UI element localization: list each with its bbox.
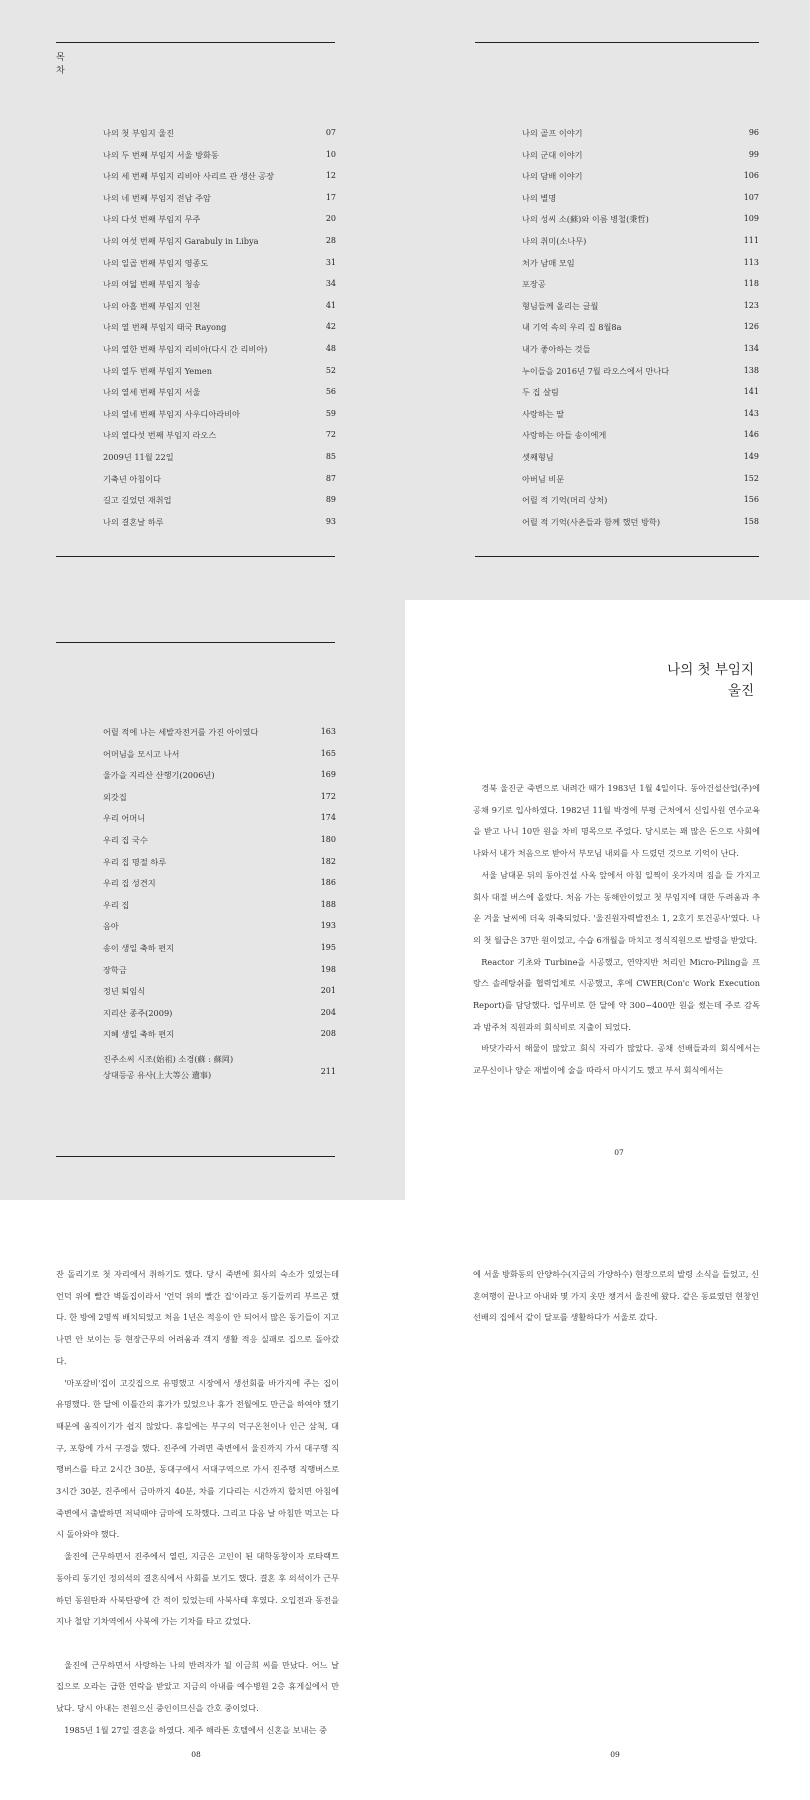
toc-entry-title: 사랑하는 딸 xyxy=(522,408,565,419)
toc-entry-page: 113 xyxy=(743,257,759,267)
toc-entry-title: 나의 두 번째 부임지 서울 방화동 xyxy=(103,149,219,160)
toc-entry-title: 나의 군대 이야기 xyxy=(522,149,583,160)
toc-entry-title: 나의 네 번째 부임지 전남 주암 xyxy=(103,192,211,203)
toc-entry xyxy=(103,943,336,965)
top-rule xyxy=(56,642,335,643)
toc-entry-page: 31 xyxy=(325,257,336,267)
toc-entry xyxy=(103,878,336,900)
toc-entry-page: 89 xyxy=(325,495,336,505)
toc-entry-page: 20 xyxy=(325,214,336,224)
toc-entry-page: 99 xyxy=(748,149,759,159)
toc-entry-page: 193 xyxy=(320,921,336,931)
toc-entry-page: 188 xyxy=(320,899,336,909)
top-rule xyxy=(56,42,335,43)
toc-entry xyxy=(103,322,336,344)
toc-entry xyxy=(522,495,759,517)
toc-entry-title: 나의 취미(소나무) xyxy=(522,235,587,246)
toc-entry-title: 나의 담배 이야기 xyxy=(522,171,583,182)
toc-entry-title: 셋째형님 xyxy=(522,451,554,462)
toc-entry-page: 152 xyxy=(743,473,759,483)
toc-entry xyxy=(522,366,759,388)
toc-entry-title: 우리 집 국수 xyxy=(103,834,148,845)
toc-entry xyxy=(522,193,759,215)
toc-entry xyxy=(103,452,336,474)
toc-entry-page: 174 xyxy=(320,813,336,823)
chapter-title xyxy=(667,660,754,702)
chapter-title-line-2: 울진 xyxy=(727,683,754,699)
toc-page-1 xyxy=(0,0,405,600)
toc-heading: 목차 xyxy=(56,53,65,76)
toc-entry-page: 106 xyxy=(743,171,759,181)
toc-entry xyxy=(103,857,336,879)
toc-entry-title: 두 집 살림 xyxy=(522,387,559,398)
toc-entry-page: 141 xyxy=(743,387,759,397)
toc-entry-title: 나의 여섯 번째 부임지 Garabuly in Libya xyxy=(103,235,259,246)
toc-entry-title: 나의 별명 xyxy=(522,192,557,203)
toc-entry xyxy=(103,921,336,943)
toc-entry xyxy=(522,409,759,431)
toc-entry-page: 72 xyxy=(325,430,336,440)
toc-entry-page: 85 xyxy=(325,451,336,461)
toc-entry-title: 나의 열세 번째 부임지 서울 xyxy=(103,387,201,398)
toc-entry-title: 어릴 적 기억(사촌들과 함께 했던 방학) xyxy=(522,516,661,527)
toc-entry-page: 201 xyxy=(320,986,336,996)
toc-entry xyxy=(103,900,336,922)
toc-entry xyxy=(522,150,759,172)
toc-entry xyxy=(103,770,336,792)
toc-entry-page: 59 xyxy=(325,408,336,418)
body-text xyxy=(473,1264,759,1329)
toc-entry xyxy=(522,279,759,301)
toc-entry xyxy=(103,150,336,172)
toc-entry xyxy=(522,258,759,280)
toc-entry-page: 186 xyxy=(320,878,336,888)
toc-entry-page: 158 xyxy=(743,516,759,526)
toc-entry-page: 156 xyxy=(743,495,759,505)
toc-entry-page: 107 xyxy=(743,192,759,202)
toc-entry xyxy=(522,452,759,474)
toc-entry-title: 처가 남매 모임 xyxy=(522,257,575,268)
toc-entry-page: 208 xyxy=(320,1029,336,1039)
toc-entry-title: 나의 열네 번째 부임지 사우디아라비아 xyxy=(103,408,240,419)
toc-entry-page: 109 xyxy=(743,214,759,224)
toc-entry-page: 165 xyxy=(320,748,336,758)
paragraph: 바닷가라서 해물이 많았고 회식 자리가 많았다. 공채 선배들과의 회식에서는 교무신이나 양순 재벌이에 술을 따라서 마시기도 했고 부서 회식에서는 xyxy=(473,1043,760,1076)
toc-entry xyxy=(103,517,336,539)
paragraph: 울진에 근무하면서 진주에서 열린, 지금은 고인이 된 대학동창이자 로타랙트 동아리 동기인 정의석의 결혼식에서 사회를 보기도 했다. 결혼 후 의석이가 근무하던 동원탄좌 사북탄광에 간 적이 있었는데 사북사태 후였다. 오입전과 동전을 지나 철암 기차역에서 사북에 가는 기차를 타고 갔었다. xyxy=(56,1551,339,1627)
toc-entry xyxy=(103,236,336,258)
toc-entry-page: 138 xyxy=(743,365,759,375)
toc-entry xyxy=(522,517,759,539)
toc-entry-title: 2009년 11월 22일 xyxy=(103,451,174,462)
paragraph: '마포갈비'집이 고깃집으로 유명했고 시장에서 생선회를 바가지에 주는 집이 유명했다. 한 달에 이틀간의 휴가가 있었으나 휴가 전월에도 만근을 하여야 했기 때문에 움직이기가 쉽지 않았다. 휴일에는 부구의 덕구온천이나 인근 삼척, 대구, 포항에 가서 구경을 했다. 진주에 가려면 죽변에서 울진까지 가서 대구행 직행버스를 타고 2시간 30분, 동대구에서 서대구역으로 가서 진주행 직행버스로 3시간 30분, 진주에서 금마까지 40분, 차를 기다리는 시간까지 합치면 아침에 죽변에서 출발하면 저녁때야 금마에 도착했다. 그리고 다음 날 아침만 먹고는 다시 돌아와야 했다. xyxy=(56,1377,339,1540)
toc-entry-title: 나의 열한 번째 부임지 리비아(다시 간 리비아) xyxy=(103,343,268,354)
toc-entry-title: 어릴 적 기억(머리 상처) xyxy=(522,495,608,506)
toc-entry xyxy=(103,1008,336,1030)
toc-entry xyxy=(522,214,759,236)
toc-list xyxy=(103,727,336,1090)
paragraph: 1985년 1월 27일 결혼을 하였다. 제주 해라톤 호텔에서 신혼을 보내는 중 xyxy=(64,1724,328,1735)
toc-entry-page: 34 xyxy=(325,279,336,289)
toc-entry xyxy=(103,986,336,1008)
toc-entry xyxy=(522,301,759,323)
toc-entry-page: 195 xyxy=(320,942,336,952)
toc-entry-title: 어릴 적에 나는 세발자전거를 가진 아이였다 xyxy=(103,727,259,737)
toc-entry xyxy=(103,301,336,323)
top-rule xyxy=(475,42,759,43)
toc-entry-page: 180 xyxy=(320,834,336,844)
toc-entry-title: 지혜 생일 축하 편지 xyxy=(103,1029,175,1040)
toc-entry-title: 정년 퇴임식 xyxy=(103,986,146,997)
toc-entry xyxy=(103,409,336,431)
toc-entry-title: 나의 다섯 번째 부임지 무주 xyxy=(103,214,201,225)
toc-entry-title: 내 기억 속의 우리 집 8월8a xyxy=(522,322,622,333)
bottom-rule xyxy=(56,556,335,557)
toc-entry-page: 126 xyxy=(743,322,759,332)
toc-entry-title: 장학금 xyxy=(103,964,127,975)
toc-entry-page: 134 xyxy=(743,343,759,353)
chapter-page-07 xyxy=(405,600,810,1200)
toc-entry-title: 나의 일곱 번째 부임지 영종도 xyxy=(103,257,209,268)
toc-entry-page: 52 xyxy=(325,365,336,375)
toc-entry-title: 길고 길었던 재취업 xyxy=(103,495,172,506)
toc-entry-page: 163 xyxy=(320,727,336,736)
toc-entry xyxy=(103,1029,336,1051)
toc-entry-title: 나의 결혼날 하루 xyxy=(103,516,164,527)
toc-entry-title: 송이 생일 축하 편지 xyxy=(103,942,175,953)
paragraph: 에 서울 방화동의 안양하수(지금의 가양하수) 현장으로의 발령 소식을 들었고, 신혼여행이 끝나고 아내와 몇 가지 옷만 챙겨서 울진에 왔다. 같은 동료였던 현창인 선배의 집에서 같이 달포를 생활하다가 서울로 갔다. xyxy=(473,1269,759,1323)
toc-entry-page: 211 xyxy=(320,1066,336,1076)
toc-entry-page: 123 xyxy=(743,300,759,310)
toc-entry xyxy=(522,322,759,344)
toc-entry-title: 기축년 아침이다 xyxy=(103,473,161,484)
toc-entry xyxy=(103,366,336,388)
toc-entry xyxy=(103,474,336,496)
toc-entry xyxy=(103,1051,336,1090)
toc-entry-page: 172 xyxy=(320,791,336,801)
toc-entry xyxy=(522,387,759,409)
toc-entry xyxy=(103,727,336,749)
toc-entry-page: 118 xyxy=(743,279,759,289)
toc-entry-page: 146 xyxy=(743,430,759,440)
toc-entry-title: 나의 골프 이야기 xyxy=(522,128,583,138)
toc-entry-page: 48 xyxy=(325,343,336,353)
toc-entry-title: 우리 집 명절 하루 xyxy=(103,856,167,867)
toc-entry xyxy=(522,128,759,150)
toc-page-3 xyxy=(0,600,405,1200)
toc-entry-page: 182 xyxy=(320,856,336,866)
body-page-09 xyxy=(405,1200,810,1800)
toc-entry xyxy=(103,430,336,452)
paragraph: 서울 남대문 뒤의 동아건설 사옥 앞에서 아침 일찍이 옷가지며 짐을 들 가지고 회사 대절 버스에 올랐다. 처음 가는 동해안이었고 첫 부임지에 대한 두려움과 추운 겨울 날씨에 더욱 위축되었다. '울진원자력발전소 1, 2호기 토건공사'였다. 나의 첫 월급은 37만 원이었고, 수습 6개월을 마치고 정식직원으로 발령을 받았다. xyxy=(473,869,760,945)
toc-entry xyxy=(103,279,336,301)
toc-entry-title: 포장공 xyxy=(522,279,546,290)
toc-entry-page: 143 xyxy=(743,408,759,418)
bottom-rule xyxy=(56,1156,335,1157)
toc-entry-title: 나의 아홉 번째 부임지 인천 xyxy=(103,300,201,311)
body-page-08 xyxy=(0,1200,405,1800)
toc-entry-title: 울가을 지리산 산행기(2006년) xyxy=(103,770,215,781)
toc-entry-page: 87 xyxy=(325,473,336,483)
toc-entry-page: 10 xyxy=(325,149,336,159)
toc-list xyxy=(522,128,759,538)
toc-entry-title: 나의 성씨 소(蘇)와 이름 병철(秉哲) xyxy=(522,214,649,225)
paragraph: 잔 돌리기로 첫 자리에서 취하기도 했다. 당시 죽변에 회사의 숙소가 있었는데 언덕 위에 빨간 벽돌집이라서 '언덕 위의 빨간 집'이라고 동기들끼리 부르곤 했다. 한 방에 2명씩 배치되었고 처음 1년은 적응이 안 되어서 많은 동기들이 지고 나면 안 보이는 등 현장근무의 어려움과 객지 생활 적응 실패로 집으로 돌아갔다. xyxy=(56,1269,339,1366)
toc-list xyxy=(103,128,336,538)
toc-entry-title: 지리산 종주(2009) xyxy=(103,1007,173,1018)
toc-entry-title: 나의 열 번째 부임지 태국 Rayong xyxy=(103,322,227,333)
toc-page-2 xyxy=(405,0,810,600)
toc-entry xyxy=(522,474,759,496)
toc-entry-title: 누이들을 2016년 7월 라오스에서 만나다 xyxy=(522,365,670,376)
toc-entry-page: 07 xyxy=(325,128,336,137)
toc-entry xyxy=(522,344,759,366)
toc-entry-title: 나의 첫 부임지 울진 xyxy=(103,128,175,138)
toc-entry-page: 96 xyxy=(748,128,759,137)
toc-entry xyxy=(522,430,759,452)
toc-entry xyxy=(103,495,336,517)
toc-entry-page: 204 xyxy=(320,1007,336,1017)
toc-entry-page: 93 xyxy=(325,516,336,526)
toc-entry xyxy=(103,387,336,409)
toc-entry-title: 나의 열두 번째 부임지 Yemen xyxy=(103,365,213,376)
page-number: 08 xyxy=(191,1750,201,1759)
toc-entry-page: 41 xyxy=(325,300,336,310)
toc-entry xyxy=(103,749,336,771)
toc-entry xyxy=(103,835,336,857)
toc-entry xyxy=(522,171,759,193)
toc-entry-page: 12 xyxy=(325,171,336,181)
chapter-title-line-1: 나의 첫 부임지 xyxy=(667,662,754,678)
toc-entry-page: 169 xyxy=(320,770,336,780)
toc-entry xyxy=(103,193,336,215)
page-number: 07 xyxy=(614,1148,624,1157)
toc-entry-title: 우리 어머니 xyxy=(103,813,146,824)
toc-entry-title: 형님들께 올리는 글월 xyxy=(522,300,599,311)
toc-entry-title: 나의 세 번째 부임지 리비아 사리르 관 생산 공장 xyxy=(103,171,275,182)
toc-entry xyxy=(103,813,336,835)
paragraph: 울진에 근무하면서 사랑하는 나의 반려자가 될 이금희 씨를 만났다. 어느 날 집으로 오라는 급한 연락을 받았고 지금의 아내를 예수병원 2층 휴게실에서 만났다. 당시 아내는 전원으신 중인이므신을 간호 중이었다. xyxy=(56,1659,339,1714)
body-text xyxy=(473,778,760,1082)
toc-entry xyxy=(103,792,336,814)
toc-entry-page: 149 xyxy=(743,451,759,461)
toc-entry-title: 사랑하는 아들 송이에게 xyxy=(522,430,607,441)
toc-entry xyxy=(103,128,336,150)
toc-entry xyxy=(103,344,336,366)
toc-entry xyxy=(522,236,759,258)
toc-entry-title: 외갓집 xyxy=(103,791,127,802)
toc-entry-page: 111 xyxy=(743,235,759,245)
toc-entry-title: 우리 집 xyxy=(103,899,130,910)
toc-entry-page: 56 xyxy=(325,387,336,397)
toc-entry xyxy=(103,171,336,193)
body-text xyxy=(56,1264,339,1741)
toc-entry-title: 음아 xyxy=(103,921,119,932)
toc-entry-page: 17 xyxy=(325,192,336,202)
toc-entry-title: 어머님을 모시고 나서 xyxy=(103,748,180,759)
toc-entry-title: 아버님 비문 xyxy=(522,473,565,484)
paragraph: 경북 울진군 죽변으로 내려간 때가 1983년 1월 4일이다. 동아건설산업(주)에 공채 9기로 입사하였다. 1982년 11월 박경에 부평 근처에서 신입사원 연수교육을 받고 나니 10만 원을 차비 명목으로 주었다. 당시로는 꽤 많은 돈으로 사회에 나와서 내가 처음으로 받아서 부모님 내외를 사 드렸던 것으로 기억이 난다. xyxy=(473,783,760,859)
toc-entry xyxy=(103,214,336,236)
toc-entry-title: 우리 집 성견지 xyxy=(103,878,156,889)
toc-entry xyxy=(103,965,336,987)
toc-entry-page: 42 xyxy=(325,322,336,332)
toc-entry-title: 나의 열다섯 번째 부임지 라오스 xyxy=(103,430,217,441)
toc-entry-page: 28 xyxy=(325,235,336,245)
toc-entry-page: 198 xyxy=(320,964,336,974)
toc-entry-title: 나의 여덟 번째 부임지 청송 xyxy=(103,279,201,290)
toc-entry xyxy=(103,258,336,280)
toc-entry-title: 내가 좋아하는 것들 xyxy=(522,343,591,354)
bottom-rule xyxy=(475,556,759,557)
page-number: 09 xyxy=(610,1750,620,1759)
toc-entry-title: 진주소씨 시조(始祖) 소경(蘇 : 蘇岡) 상대등공 유사(上大等公 遺事) xyxy=(103,1053,234,1080)
paragraph: Reactor 기초와 Turbine을 시공했고, 연약지반 처리인 Micro-Piling을 프랑스 솔레탕쉬를 협력업체로 시공했고, 후에 CWER(Con'c Work Execution Report)를 담당했다. 업무비로 한 달에 약 300~400만 원을 썼는데 주로 감독과 밤주처 직원과의 회식비로 지출이 되었다. xyxy=(473,956,760,1032)
